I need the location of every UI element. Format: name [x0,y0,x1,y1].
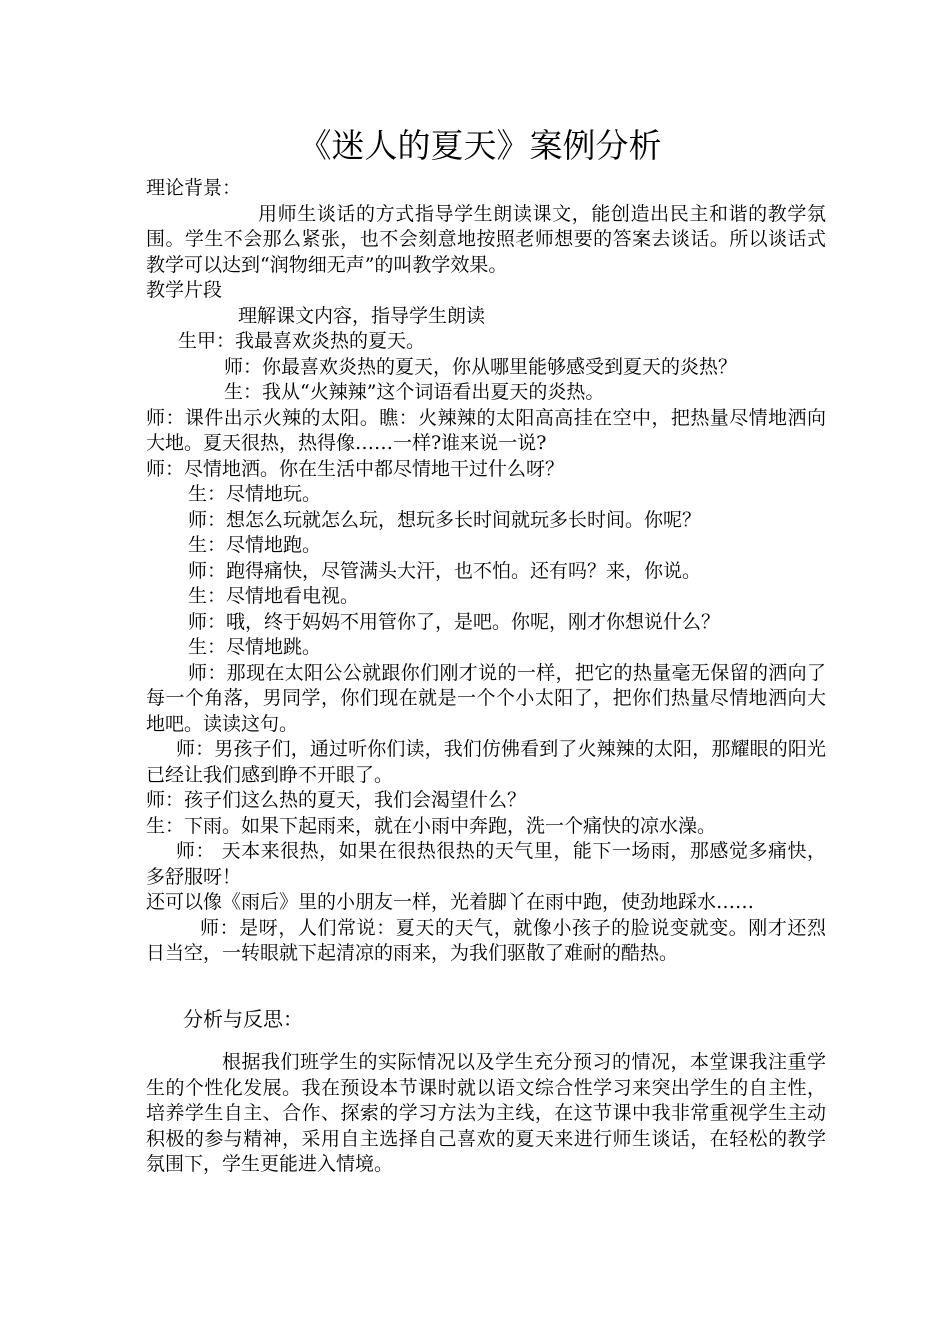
paragraph: 生：尽情地跳。 [188,636,322,658]
analysis-heading: 分析与反思： [183,1006,303,1031]
paragraph: 师：课件出示火辣的太阳。瞧：火辣辣的太阳高高挂在空中，把热量尽情地洒向大地。夏天很热，热得像……一样?谁来说一说? [146,406,826,454]
paragraph: 师： 天本来很热，如果在很热很热的天气里，能下一场雨，那感觉多痛快，多舒服呀！ [146,840,826,888]
paragraph: 生：尽情地看电视。 [188,585,360,607]
paragraph: 生：我从“火辣辣”这个词语看出夏天的炎热。 [224,381,605,403]
paragraph: 师：孩子们这么热的夏天，我们会渴望什么？ [146,789,527,811]
analysis-paragraph: 根据我们班学生的实际情况以及学生充分预习的情况，本堂课我注重学生的个性化发展。我在预设本节课时就以语文综合性学习来突出学生的自主性，培养学生自主、合作、探索的学习方法为主线，在这节课中我非常重视学生主动积极的参与精神，采用自主选择自己喜欢的夏天来进行师生谈话，在轻松的教学氛围下，学生更能进入情境。 [146,1051,826,1175]
paragraph: 生：尽情地跑。 [188,534,322,556]
paragraph: 生：下雨。如果下起雨来，就在小雨中奔跑，洗一个痛快的凉水澡。 [146,814,717,837]
paragraph: 生：尽情地玩。 [188,483,322,505]
paragraph: 师：想怎么玩就怎么玩，想玩多长时间就玩多长时间。你呢？ [188,508,702,531]
paragraph: 还可以像《雨后》里的小朋友一样，光着脚丫在雨中跑，使劲地踩水…… [146,891,755,913]
paragraph: 师：跑得痛快，尽管满头大汗，也不怕。还有吗？来，你说。 [188,559,702,582]
paragraph: 生甲：我最喜欢炎热的夏天。 [178,330,426,352]
document-title: 《迷人的夏天》案例分析 [298,126,662,165]
paragraph-list [146,176,826,967]
paragraph: 师：男孩子们，通过听你们读，我们仿佛看到了火辣辣的太阳，那耀眼的阳光已经让我们感到睁不开眼了。 [146,738,826,786]
paragraph: 理解课文内容，指导学生朗读 [238,304,486,327]
paragraph: 用师生谈话的方式指导学生朗读课文，能创造出民主和谐的教学氛围。学生不会那么紧张，也不会刻意地按照老师想要的答案去谈话。所以谈话式教学可以达到“润物细无声”的叫教学效果。 [146,202,826,276]
paragraph: 师：你最喜欢炎热的夏天，你从哪里能够感受到夏天的炎热？ [224,355,738,378]
document-body [146,176,826,1178]
paragraph: 教学片段 [146,279,223,301]
paragraph: 师：那现在太阳公公就跟你们刚才说的一样，把它的热量毫无保留的洒向了每一个角落，男同学，你们现在就是一个个小太阳了，把你们热量尽情地洒向大地吧。读读这句。 [146,661,826,735]
paragraph: 师：哦，终于妈妈不用管你了，是吧。你呢，刚才你想说什么？ [188,610,721,633]
paragraph: 师：是呀，人们常说：夏天的天气，就像小孩子的脸说变就变。刚才还烈日当空，一转眼就下起清凉的雨来，为我们驱散了难耐的酷热。 [146,916,826,964]
paragraph: 理论背景： [146,177,242,199]
paragraph: 师：尽情地洒。你在生活中都尽情地干过什么呀？ [146,457,565,480]
